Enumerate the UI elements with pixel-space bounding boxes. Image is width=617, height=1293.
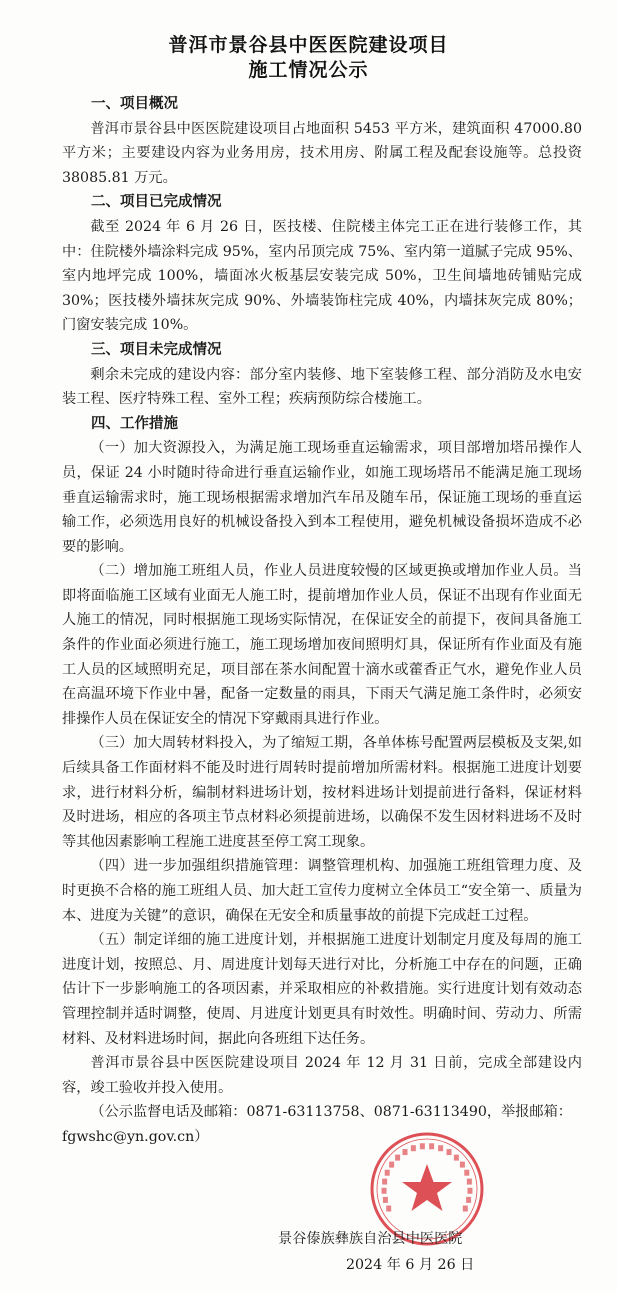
seal-lettering-mark	[467, 1188, 472, 1194]
measure-item-5: （五）制定详细的施工进度计划，并根据施工进度计划制定月度及每周的施工进度计划，按照总、月、周进度计划每天进行对比，分析施工中存在的问题，正确估计下一步影响施工的各项因素，并采取相应的补救措施。实行进度计划有效动态管理控制并适时调整，使周、月进度计划更具有时效性。明确时间、劳动力、所需材料、及材料进场时间，据此向各班组下达任务。	[62, 932, 582, 1047]
seal-lettering-mark	[460, 1162, 465, 1168]
section-body-overview: 普洱市景谷县中医医院建设项目占地面积 5453 平方米，建筑面积 47000.80 平方米；主要建设内容为业务用房，技术用房、附属工程及配套设施等。总投资 38085.81 万元。	[62, 120, 582, 186]
document-title-line2: 施工情况公示	[248, 59, 369, 81]
seal-lettering-mark	[454, 1155, 459, 1161]
signature-organization: 景谷傣族彝族自治县中医医院	[278, 1231, 463, 1247]
seal-lettering-mark	[402, 1149, 407, 1155]
section-heading-measures: 四、工作措施	[91, 415, 178, 432]
section-heading-completed: 二、项目已完成情况	[91, 194, 222, 211]
seal-lettering-mark	[463, 1206, 468, 1212]
section-body-completed: 截至 2024 年 6 月 26 日，医技楼、住院楼主体完工正在进行装修工作，其中：住院楼外墙涂料完成 95%，室内吊顶完成 75%、室内第一道腻子完成 95%、室内地坪完成 100%，墙面冰火板基层安装完成 50%，卫生间墙地砖铺贴完成 30%；医技楼外墙抹灰完成 90%、外墙装饰柱完成 40%，内墙抹灰完成 80%；门窗安装完成 10%。	[62, 218, 582, 334]
seal-lettering-mark	[438, 1145, 443, 1151]
seal-lettering-mark	[464, 1170, 469, 1176]
seal-lettering-mark	[383, 1197, 388, 1203]
seal-lettering-mark	[467, 1179, 472, 1185]
seal-lettering-mark	[386, 1206, 391, 1212]
seal-lettering-mark	[466, 1197, 471, 1203]
document-title-line1: 普洱市景谷县中医医院建设项目	[168, 34, 449, 56]
measure-item-3: （三）加大周转材料投入，为了缩短工期，各单体栋号配置两层模板及支架,如后续具备工作面材料不能及时进行周转时提前增加所需材料。根据施工进度计划要求，进行材料分析，编制材料进场计划，按材料进场计划提前进行备料，保证材料及时进场，相应的各项主节点材料必须提前进场，以确保不发生因材料进场不及时等其他因素影响工程施工进度甚至停工窝工现象。	[62, 735, 582, 850]
section-heading-uncompleted: 三、项目未完成情况	[91, 341, 222, 358]
signature-date: 2024 年 6 月 26 日	[346, 1257, 475, 1273]
section-heading-overview: 一、项目概况	[91, 96, 178, 112]
measure-item-4: （四）进一步加强组织措施管理：调整管理机构、加强施工班组管理力度、及时更换不合格的施工班组人员、加大赶工宣传力度树立全体员工“安全第一、质量为本、进度为关键”的意识，确保在无安全和质量事故的前提下完成赶工过程。	[62, 858, 582, 924]
contact-email: fgwshc@yn.gov.cn）	[62, 1128, 209, 1145]
seal-lettering-mark	[429, 1143, 434, 1149]
contact-line: （公示监督电话及邮箱：0871-63113758、0871-63113490，举报邮箱：	[90, 1104, 572, 1121]
seal-lettering-mark	[411, 1145, 416, 1151]
seal-lettering-mark	[382, 1179, 387, 1185]
document-body	[62, 92, 582, 1150]
seal-lettering-mark	[385, 1170, 390, 1176]
seal-lettering-mark	[447, 1149, 452, 1155]
seal-lettering-mark	[389, 1162, 394, 1168]
seal-lettering-mark	[382, 1188, 387, 1194]
seal-lettering-mark	[420, 1143, 425, 1149]
measure-item-1: （一）加大资源投入，为满足施工现场垂直运输需求，项目部增加塔吊操作人员，保证 24 小时随时待命进行垂直运输作业，如施工现场塔吊不能满足施工现场垂直运输需求时，施工现场根据需求增加汽车吊及随车吊，保证施工现场的垂直运输工作，必须选用良好的机械设备投入到本工程使用，避免机械设备损坏造成不必要的影响。	[62, 440, 582, 555]
section-body-uncompleted: 剩余未完成的建设内容：部分室内装修、地下室装修工程、部分消防及水电安装工程、医疗特殊工程、室外工程；疾病预防综合楼施工。	[62, 366, 582, 408]
seal-lettering-mark	[395, 1155, 400, 1161]
completion-note: 普洱市景谷县中医医院建设项目 2024 年 12 月 31 日前，完成全部建设内容，竣工验收并投入使用。	[62, 1055, 582, 1096]
measure-item-2: （二）增加施工班组人员，作业人员进度较慢的区域更换或增加作业人员。当即将面临施工区域有业面无人施工时，提前增加作业人员，保证不出现有作业面无人施工的情况，同时根据施工现场实际情况，在保证安全的前提下，夜间具备施工条件的作业面必须进行施工，施工现场增加夜间照明灯具，保证所有作业面及有施工人员的区域照明充足，项目部在茶水间配置十滴水或藿香正气水，避免作业人员在高温环境下作业中暑，配备一定数量的雨具，下雨天气满足施工条件时，必须安排操作人员在保证安全的情况下穿戴雨具进行作业。	[62, 563, 582, 727]
